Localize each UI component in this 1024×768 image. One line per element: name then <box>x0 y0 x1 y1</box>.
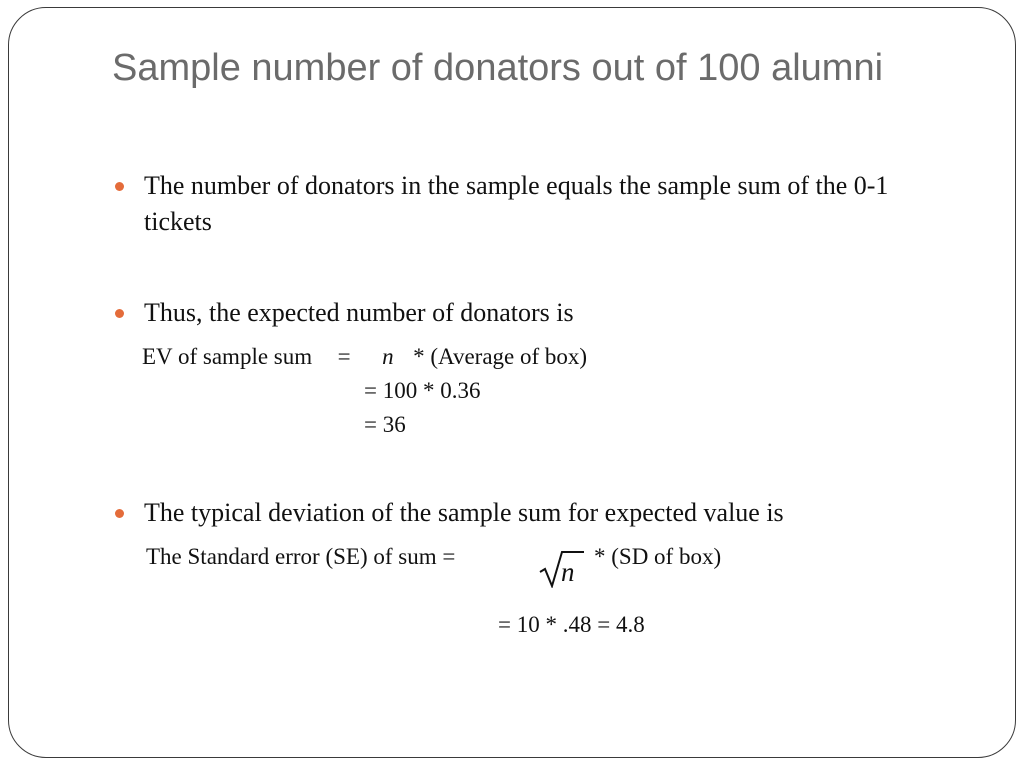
ev-n: n <box>382 344 394 369</box>
slide-frame <box>8 7 1016 758</box>
bullet-dot-icon <box>115 309 124 318</box>
ev-equation-line-1 <box>142 343 587 371</box>
se-rest: * (SD of box) <box>594 544 722 569</box>
ev-equals: = <box>337 344 351 369</box>
ev-rest: * (Average of box) <box>413 344 588 369</box>
ev-lhs: EV of sample sum <box>142 344 313 369</box>
slide-title: Sample number of donators out of 100 alumni <box>112 47 884 89</box>
se-lhs: The Standard error (SE) of sum = <box>146 544 456 569</box>
se-equation-line-2: = 10 * .48 = 4.8 <box>498 612 645 637</box>
se-sqrt-n: n <box>561 557 575 587</box>
bullet-dot-icon <box>115 509 124 518</box>
bullet-dot-icon <box>115 182 124 191</box>
bullet-text: The typical deviation of the sample sum for expected value is <box>144 498 784 527</box>
bullet-text: The number of donators in the sample equals the sample sum of the 0-1 tickets <box>144 171 889 236</box>
bullet-text: Thus, the expected number of donators is <box>144 298 574 327</box>
ev-equation-line-3: = 36 <box>364 412 406 437</box>
ev-equation-line-2: = 100 * 0.36 <box>364 378 481 403</box>
